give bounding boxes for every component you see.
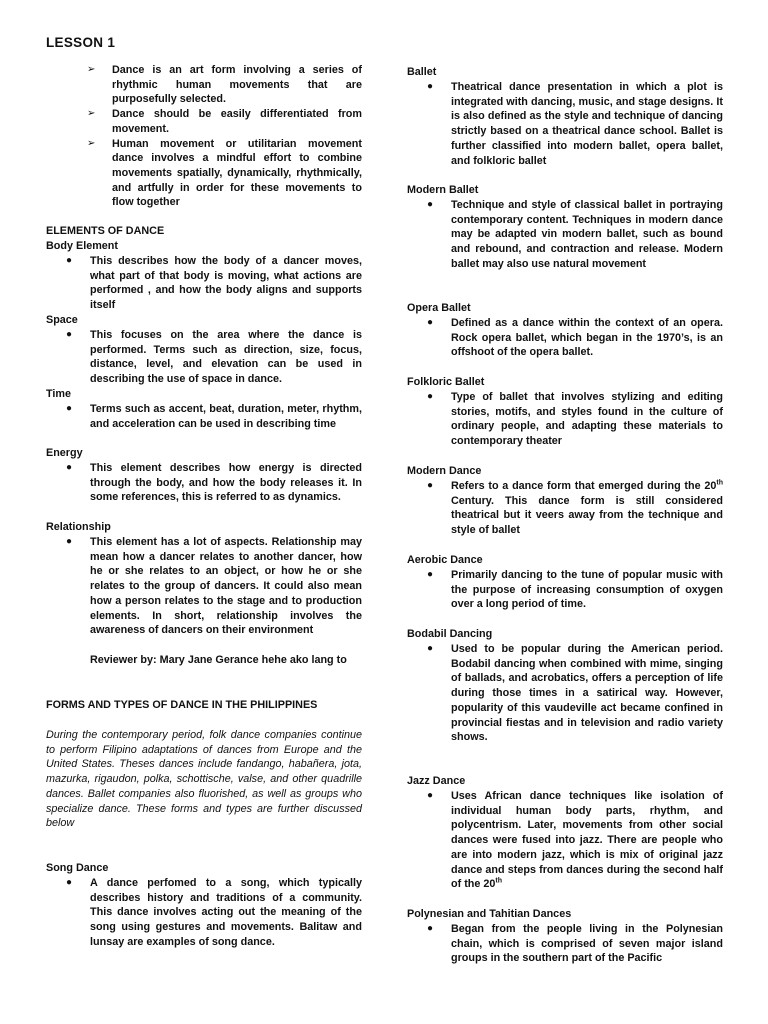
reviewer-note: Reviewer by: Mary Jane Gerance hehe ako lang to (90, 654, 347, 666)
modern-dance-label: Modern Dance (407, 465, 482, 477)
time-list (66, 402, 362, 431)
bullet-icon: ● (427, 923, 434, 934)
arrow-bullet-icon: ➢ (87, 64, 96, 75)
list-item: ● A dance perfomed to a song, which typically describes history and traditions of a community. This dance involves acting out the meaning of the song using gestures and movements. Balitaw and lunsay are examples of song dance. (66, 877, 362, 948)
modern-dance-list (427, 479, 723, 538)
list-item: ● Defined as a dance within the context of an opera. Rock opera ballet, which began in the 1970’s, is an offshoot of the opera ballet. (427, 317, 723, 359)
list-item: ● Began from the people living in the Polynesian chain, which is comprised of seven major island groups in the southern part of the Pacific (427, 923, 723, 965)
bullet-icon: ● (427, 643, 434, 654)
jazz-dance-label: Jazz Dance (407, 775, 466, 787)
bullet-icon: ● (427, 81, 434, 92)
ballet-label: Ballet (407, 66, 437, 78)
list-item: ● Terms such as accent, beat, duration, meter, rhythm, and acceleration can be used in describing time (66, 403, 362, 430)
bullet-icon: ● (66, 403, 73, 414)
elements-heading: ELEMENTS OF DANCE (46, 225, 165, 237)
relationship-list (66, 535, 362, 638)
list-item: ● Primarily dancing to the tune of popular music with the purpose of increasing consumption of oxygen over a long period of time. (427, 569, 723, 611)
list-item: ● Technique and style of classical ballet in portraying contemporary content. Techniques in modern dance may be adapted vin modern ballet, such as bound and rebound, and contraction and release. Modern ballet may also use natural movement (427, 199, 723, 270)
relationship-label: Relationship (46, 521, 111, 533)
bodabil-list (427, 642, 723, 745)
time-label: Time (46, 388, 72, 400)
list-item: ● Theatrical dance presentation in which a plot is integrated with dancing, music, and stage designs. It is also defined as the style and technique of dancing strictly based on a theatrical dance school. Ballet is further classified into modern ballet, opera ballet, and folkloric ballet (427, 81, 723, 167)
intro-list (87, 63, 362, 210)
modern-ballet-list (427, 198, 723, 272)
list-item: ● This focuses on the area where the dance is performed. Terms such as direction, size, focus, distance, level, and elevation can be used in describing the use of space in dance. (66, 329, 362, 386)
list-item: ➢ Dance should be easily differentiated from movement. (87, 108, 362, 135)
bullet-icon: ● (427, 569, 434, 580)
modern-ballet-label: Modern Ballet (407, 184, 479, 196)
list-item: ● Used to be popular during the American period. Bodabil dancing when combined with mime, singing of ballads, and acrobatics, offers a perception of life during those times in a satirical way. However, popularity of this vaudeville act became confined in provincial fiestas and in television and radio variety shows. (427, 643, 723, 744)
ballet-list (427, 80, 723, 168)
folkloric-ballet-label: Folkloric Ballet (407, 376, 485, 388)
bullet-icon: ● (66, 536, 73, 547)
folkloric-ballet-list (427, 390, 723, 449)
jazz-dance-list (427, 789, 723, 892)
aerobic-dance-label: Aerobic Dance (407, 554, 483, 566)
aerobic-dance-list (427, 568, 723, 612)
forms-intro: During the contemporary period, folk dance companies continue to perform Filipino adaptations of dances from Europe and the United States. Theses dances include fandango, habañera, jota, mazurka, rigaudon, polka, schottische, valse, and other quadrille dances. Ballet companies also fluorished, as well as groups who specialize dance. These forms and types are further discussed below (46, 729, 362, 830)
list-item: ➢ Dance is an art form involving a series of rhythmic human movements that are purposefully selected. (87, 64, 362, 106)
bodabil-label: Bodabil Dancing (407, 628, 493, 640)
list-item: ● Uses African dance techniques like isolation of individual human body parts, rhythm, and polycentrism. Later, movements from other social dances were fused into jazz. There are people who are into modern jazz, which is mix of original jazz dance and steps from dances during the second half of the 20th (427, 790, 723, 891)
list-item: ● This describes how the body of a dancer moves, what part of that body is moving, what actions are performed , and how the body aligns and supports itself (66, 255, 362, 312)
bullet-icon: ● (427, 391, 434, 402)
list-item: ● This element describes how energy is directed through the body, and how the body releases it. In some references, this is referred to as dynamics. (66, 462, 362, 504)
opera-ballet-label: Opera Ballet (407, 302, 471, 314)
body-element-label: Body Element (46, 240, 118, 252)
list-item: ● Type of ballet that involves stylizing and editing stories, motifs, and styles found in the culture of ordinary people, and adapting these materials to contemporary theater (427, 391, 723, 448)
arrow-bullet-icon: ➢ (87, 137, 96, 149)
space-list (66, 328, 362, 387)
bullet-icon: ● (427, 480, 434, 491)
song-dance-label: Song Dance (46, 862, 109, 874)
opera-ballet-list (427, 316, 723, 360)
body-element-list (66, 254, 362, 313)
list-item: ● Refers to a dance form that emerged during the 20th Century. This dance form is still considered theatrical but it veers away from the technique and style of ballet (427, 479, 723, 537)
bullet-icon: ● (66, 329, 73, 340)
forms-heading: FORMS AND TYPES OF DANCE IN THE PHILIPPINES (46, 699, 318, 711)
bullet-icon: ● (427, 317, 434, 328)
energy-label: Energy (46, 447, 83, 459)
energy-list (66, 461, 362, 505)
list-item: ➢ Human movement or utilitarian movement dance involves a mindful effort to combine movements spatially, dynamically, rhythmically, and artfully in order for these movements to flow together (87, 137, 362, 209)
lesson-title: LESSON 1 (46, 35, 116, 50)
polynesian-list (427, 922, 723, 966)
bullet-icon: ● (66, 255, 73, 266)
bullet-icon: ● (427, 790, 434, 801)
bullet-icon: ● (66, 877, 73, 888)
bullet-icon: ● (66, 462, 73, 473)
list-item: ● This element has a lot of aspects. Relationship may mean how a dancer relates to another dancer, how he or she relates to an object, or how he or she relates to the group of dancers. It could also mean how a person relates to the stage and to production elements. In short, relationship involves the awareness of dancers on their environment (66, 536, 362, 637)
space-label: Space (46, 314, 78, 326)
arrow-bullet-icon: ➢ (87, 108, 96, 120)
bullet-icon: ● (427, 199, 434, 210)
song-dance-list (66, 876, 362, 950)
polynesian-label: Polynesian and Tahitian Dances (407, 908, 572, 920)
